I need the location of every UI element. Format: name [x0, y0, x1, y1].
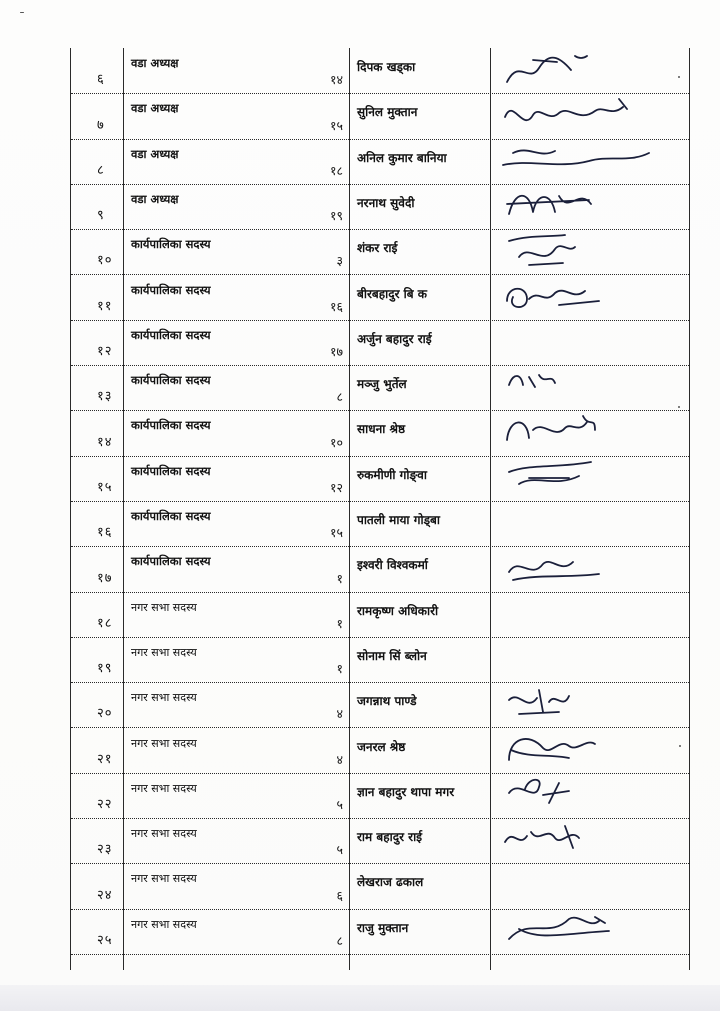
serial-number: ८ — [97, 162, 105, 178]
table-row — [71, 184, 689, 230]
member-name: मञ्जु भुर्तेल — [357, 377, 407, 392]
signature — [499, 682, 659, 726]
ward-number: ५ — [336, 842, 343, 858]
serial-number: ६ — [97, 72, 105, 88]
post-title: कार्यपालिका सदस्य — [131, 373, 211, 388]
post-title: नगर सभा सदस्य — [131, 736, 197, 750]
ward-number: १० — [329, 434, 343, 450]
ward-number: १९ — [329, 208, 343, 224]
serial-number: २३ — [97, 842, 113, 858]
table-row — [71, 909, 689, 955]
ward-number: ८ — [336, 932, 343, 948]
serial-number: १६ — [97, 525, 113, 541]
scan-speck — [679, 745, 681, 747]
ward-number: १ — [336, 661, 343, 677]
ward-number: ६ — [336, 887, 343, 903]
post-title: कार्यपालिका सदस्य — [131, 509, 211, 523]
serial-number: १० — [97, 253, 113, 269]
serial-number: १९ — [97, 661, 113, 677]
post-title: कार्यपालिका सदस्य — [131, 282, 211, 297]
post-title: नगर सभा सदस्य — [131, 827, 197, 841]
post-title: नगर सभा सदस्य — [131, 781, 197, 795]
member-name: ज्ञान बहादुर थापा मगर — [357, 784, 455, 799]
signature — [499, 365, 659, 409]
table-row — [71, 93, 689, 139]
member-name: सोनाम सिं ब्लोन — [357, 648, 427, 663]
table-row — [71, 592, 689, 638]
post-title: कार्यपालिका सदस्य — [131, 327, 211, 342]
post-title: वडा अध्यक्ष — [131, 101, 179, 116]
table-row — [71, 456, 689, 502]
table-row — [71, 48, 689, 94]
ward-number: ४ — [336, 751, 343, 767]
table-row — [71, 682, 689, 728]
member-name: सुनिल मुक्तान — [357, 105, 418, 120]
serial-number: ९ — [97, 208, 105, 224]
ward-number: १२ — [329, 479, 343, 495]
serial-number: २१ — [97, 751, 113, 767]
table-row — [71, 728, 689, 774]
signature — [499, 728, 659, 772]
post-title: नगर सभा सदस्य — [131, 917, 197, 931]
ward-number: १५ — [329, 117, 343, 133]
ward-number: ८ — [336, 389, 343, 405]
table-row — [71, 410, 689, 456]
member-name: अनिल कुमार बानिया — [357, 150, 447, 165]
signature — [499, 93, 659, 137]
table-row — [71, 773, 689, 819]
signature — [499, 773, 659, 817]
serial-number: १३ — [97, 389, 113, 405]
serial-number: ७ — [97, 117, 105, 133]
signature — [499, 229, 659, 273]
signature — [499, 546, 659, 590]
ward-number: ५ — [336, 797, 343, 813]
scan-speck — [678, 76, 680, 78]
signature — [499, 410, 659, 454]
member-name: साधना श्रेष्ठ — [357, 422, 406, 437]
scan-speck — [20, 12, 24, 13]
scan-footer-strip — [0, 985, 720, 1011]
table-row — [71, 139, 689, 185]
member-name: रामकृष्ण अधिकारी — [357, 603, 439, 618]
post-title: नगर सभा सदस्य — [131, 600, 197, 614]
signature — [499, 909, 659, 953]
member-name: जगन्नाथ पाण्डे — [357, 694, 417, 709]
table-row — [71, 320, 689, 366]
ward-number: १८ — [329, 162, 343, 178]
member-name: नरनाथ सुवेदी — [357, 195, 415, 210]
member-name: जनरल श्रेष्ठ — [357, 739, 406, 754]
signature — [499, 456, 659, 500]
serial-number: १२ — [97, 344, 113, 360]
serial-number: १७ — [97, 570, 113, 586]
table-row — [71, 275, 689, 321]
table-row — [71, 546, 689, 592]
post-title: कार्यपालिका सदस्य — [131, 237, 211, 252]
signature — [499, 818, 659, 862]
table-row — [71, 229, 689, 275]
ward-number: ३ — [336, 253, 343, 269]
table-row — [71, 863, 689, 909]
member-name: शंकर राई — [357, 241, 398, 256]
member-name: रुकमीणी गोङ्वा — [357, 467, 427, 482]
serial-number: २० — [97, 706, 113, 722]
post-title: वडा अध्यक्ष — [131, 56, 179, 70]
post-title: कार्यपालिका सदस्य — [131, 418, 211, 433]
serial-number: २२ — [97, 797, 113, 813]
member-name: अर्जुन बहादुर राई — [357, 331, 432, 346]
serial-number: २४ — [97, 887, 113, 903]
post-title: कार्यपालिका सदस्य — [131, 463, 211, 478]
member-name: बीरबहादुर बि क — [357, 286, 428, 301]
member-name: राजु मुक्तान — [357, 920, 409, 935]
post-title: नगर सभा सदस्य — [131, 645, 197, 659]
ward-number: १७ — [329, 344, 343, 360]
signature — [499, 184, 659, 228]
post-title: वडा अध्यक्ष — [131, 146, 179, 161]
signature — [499, 48, 659, 92]
serial-number: १५ — [97, 479, 113, 495]
ward-number: १ — [336, 570, 343, 586]
post-title: वडा अध्यक्ष — [131, 191, 179, 206]
ward-number: १ — [336, 615, 343, 631]
attendance-table — [70, 48, 690, 970]
post-title: कार्यपालिका सदस्य — [131, 554, 211, 569]
signature — [499, 139, 659, 183]
table-row — [71, 501, 689, 547]
post-title: नगर सभा सदस्य — [131, 872, 197, 886]
signature — [499, 275, 659, 319]
post-title: नगर सभा सदस्य — [131, 691, 197, 705]
table-row — [71, 818, 689, 864]
serial-number: २५ — [97, 932, 113, 948]
serial-number: १८ — [97, 615, 113, 631]
member-name: लेखराज ढकाल — [357, 875, 424, 890]
ward-number: ४ — [336, 706, 343, 722]
member-name: पातली माया गोड्बा — [357, 513, 440, 527]
serial-number: १४ — [97, 434, 113, 450]
serial-number: ११ — [97, 298, 113, 314]
scan-speck — [678, 406, 680, 408]
table-row — [71, 637, 689, 683]
ward-number: १५ — [329, 525, 343, 541]
ward-number: १४ — [329, 72, 343, 88]
ward-number: १६ — [329, 298, 343, 314]
member-name: दिपक खड्का — [357, 60, 416, 74]
member-name: राम बहादुर राई — [357, 830, 423, 845]
table-row — [71, 365, 689, 411]
member-name: इश्वरी विश्वकर्मा — [357, 558, 428, 573]
